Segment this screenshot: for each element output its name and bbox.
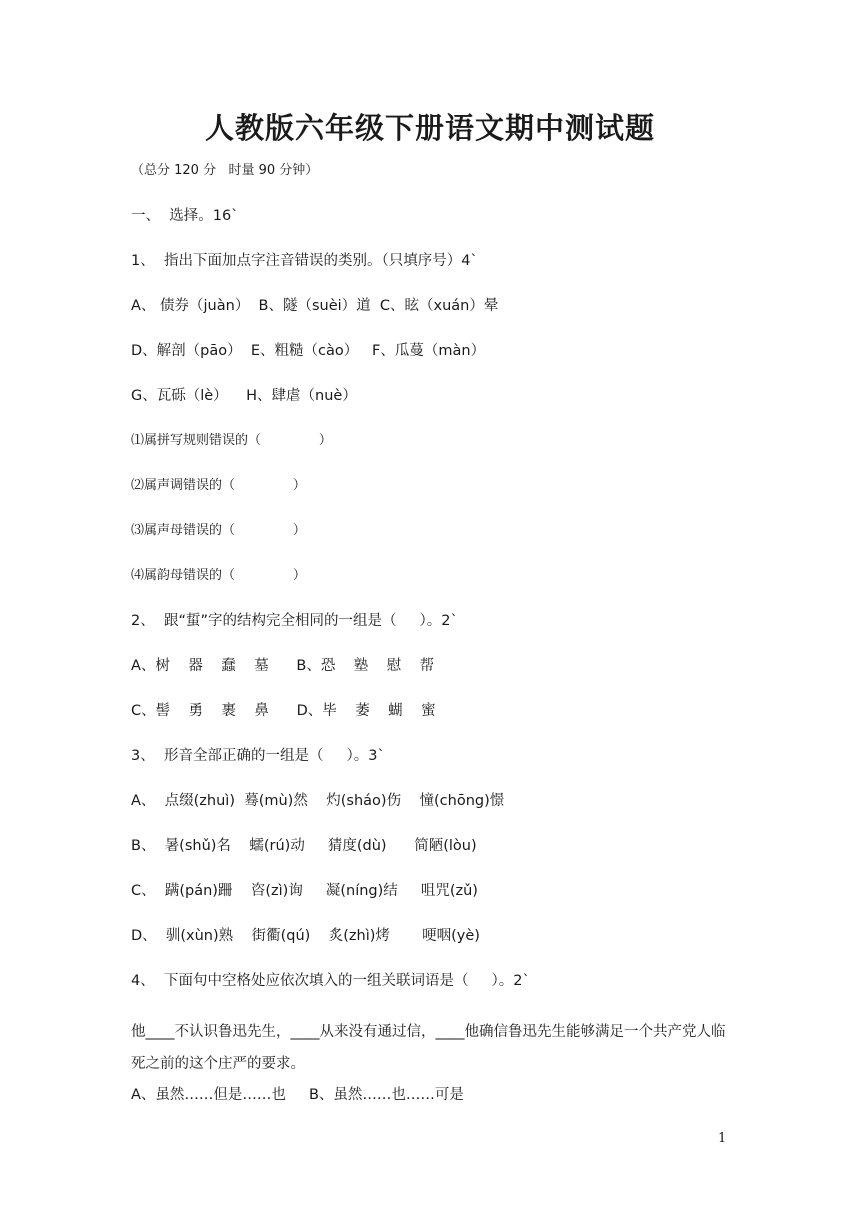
question-1-option-line: D、解剖（pāo） E、粗糙（cào） F、瓜蔓（màn） [131,343,486,359]
question-3-option-line: A、 点缀(zhuì) 蓦(mù)然 灼(sháo)伤 憧(chōng)憬 [131,793,505,809]
question-1-stem: 1、 指出下面加点字注音错误的类别。（只填序号）4` [131,253,478,269]
question-2-option-line: A、树 器 蠢 墓 B、恐 塾 慰 帮 [131,658,435,674]
question-4-stem: 4、 下面句中空格处应依次填入的一组关联词语是（ ）。2` [131,973,530,989]
question-3-stem: 3、 形音全部正确的一组是（ ）。3` [131,748,385,764]
question-2-stem: 2、 跟“蜇”字的结构完全相同的一组是（ ）。2` [131,613,458,629]
question-3-option-line: D、 驯(xùn)熟 街衢(qú) 炙(zhì)烤 哽咽(yè) [131,928,480,944]
question-1-subitem: ⑶属声母错误的（ ） [131,523,306,538]
question-3-option-line: C、 蹒(pán)跚 咨(zì)询 凝(níng)结 咀咒(zǔ) [131,883,478,899]
page-title: 人教版六年级下册语文期中测试题 [204,111,655,145]
question-4-sentence: 他____不认识鲁迅先生，____从来没有通过信，____他确信鲁迅先生能够满足一个共产党人临死之前的这个庄严的要求。 [131,1024,726,1072]
page-number: 1 [718,1131,727,1146]
section-heading: 一、 选择。16` [131,208,239,224]
question-2-option-line: C、髻 勇 裹 鼻 D、毕 萎 蝴 蜜 [131,703,436,719]
question-4-option-line: A、虽然……但是……也 B、虽然……也……可是 [131,1087,464,1103]
question-3-option-line: B、 暑(shǔ)名 蠕(rú)动 猜度(dù) 简陋(lòu) [131,838,477,854]
question-1-subitem: ⑴属拼写规则错误的（ ） [131,433,332,448]
exam-info: （总分 120 分 时量 90 分钟） [131,163,319,178]
question-1-option-line: G、瓦砾（lè） H、肆虐（nuè） [131,388,357,404]
question-1-subitem: ⑷属韵母错误的（ ） [131,568,306,583]
question-1-option-line: A、 债券（juàn） B、隧（suèi）道 C、眩（xuán）晕 [131,298,499,314]
question-1-subitem: ⑵属声调错误的（ ） [131,478,306,493]
